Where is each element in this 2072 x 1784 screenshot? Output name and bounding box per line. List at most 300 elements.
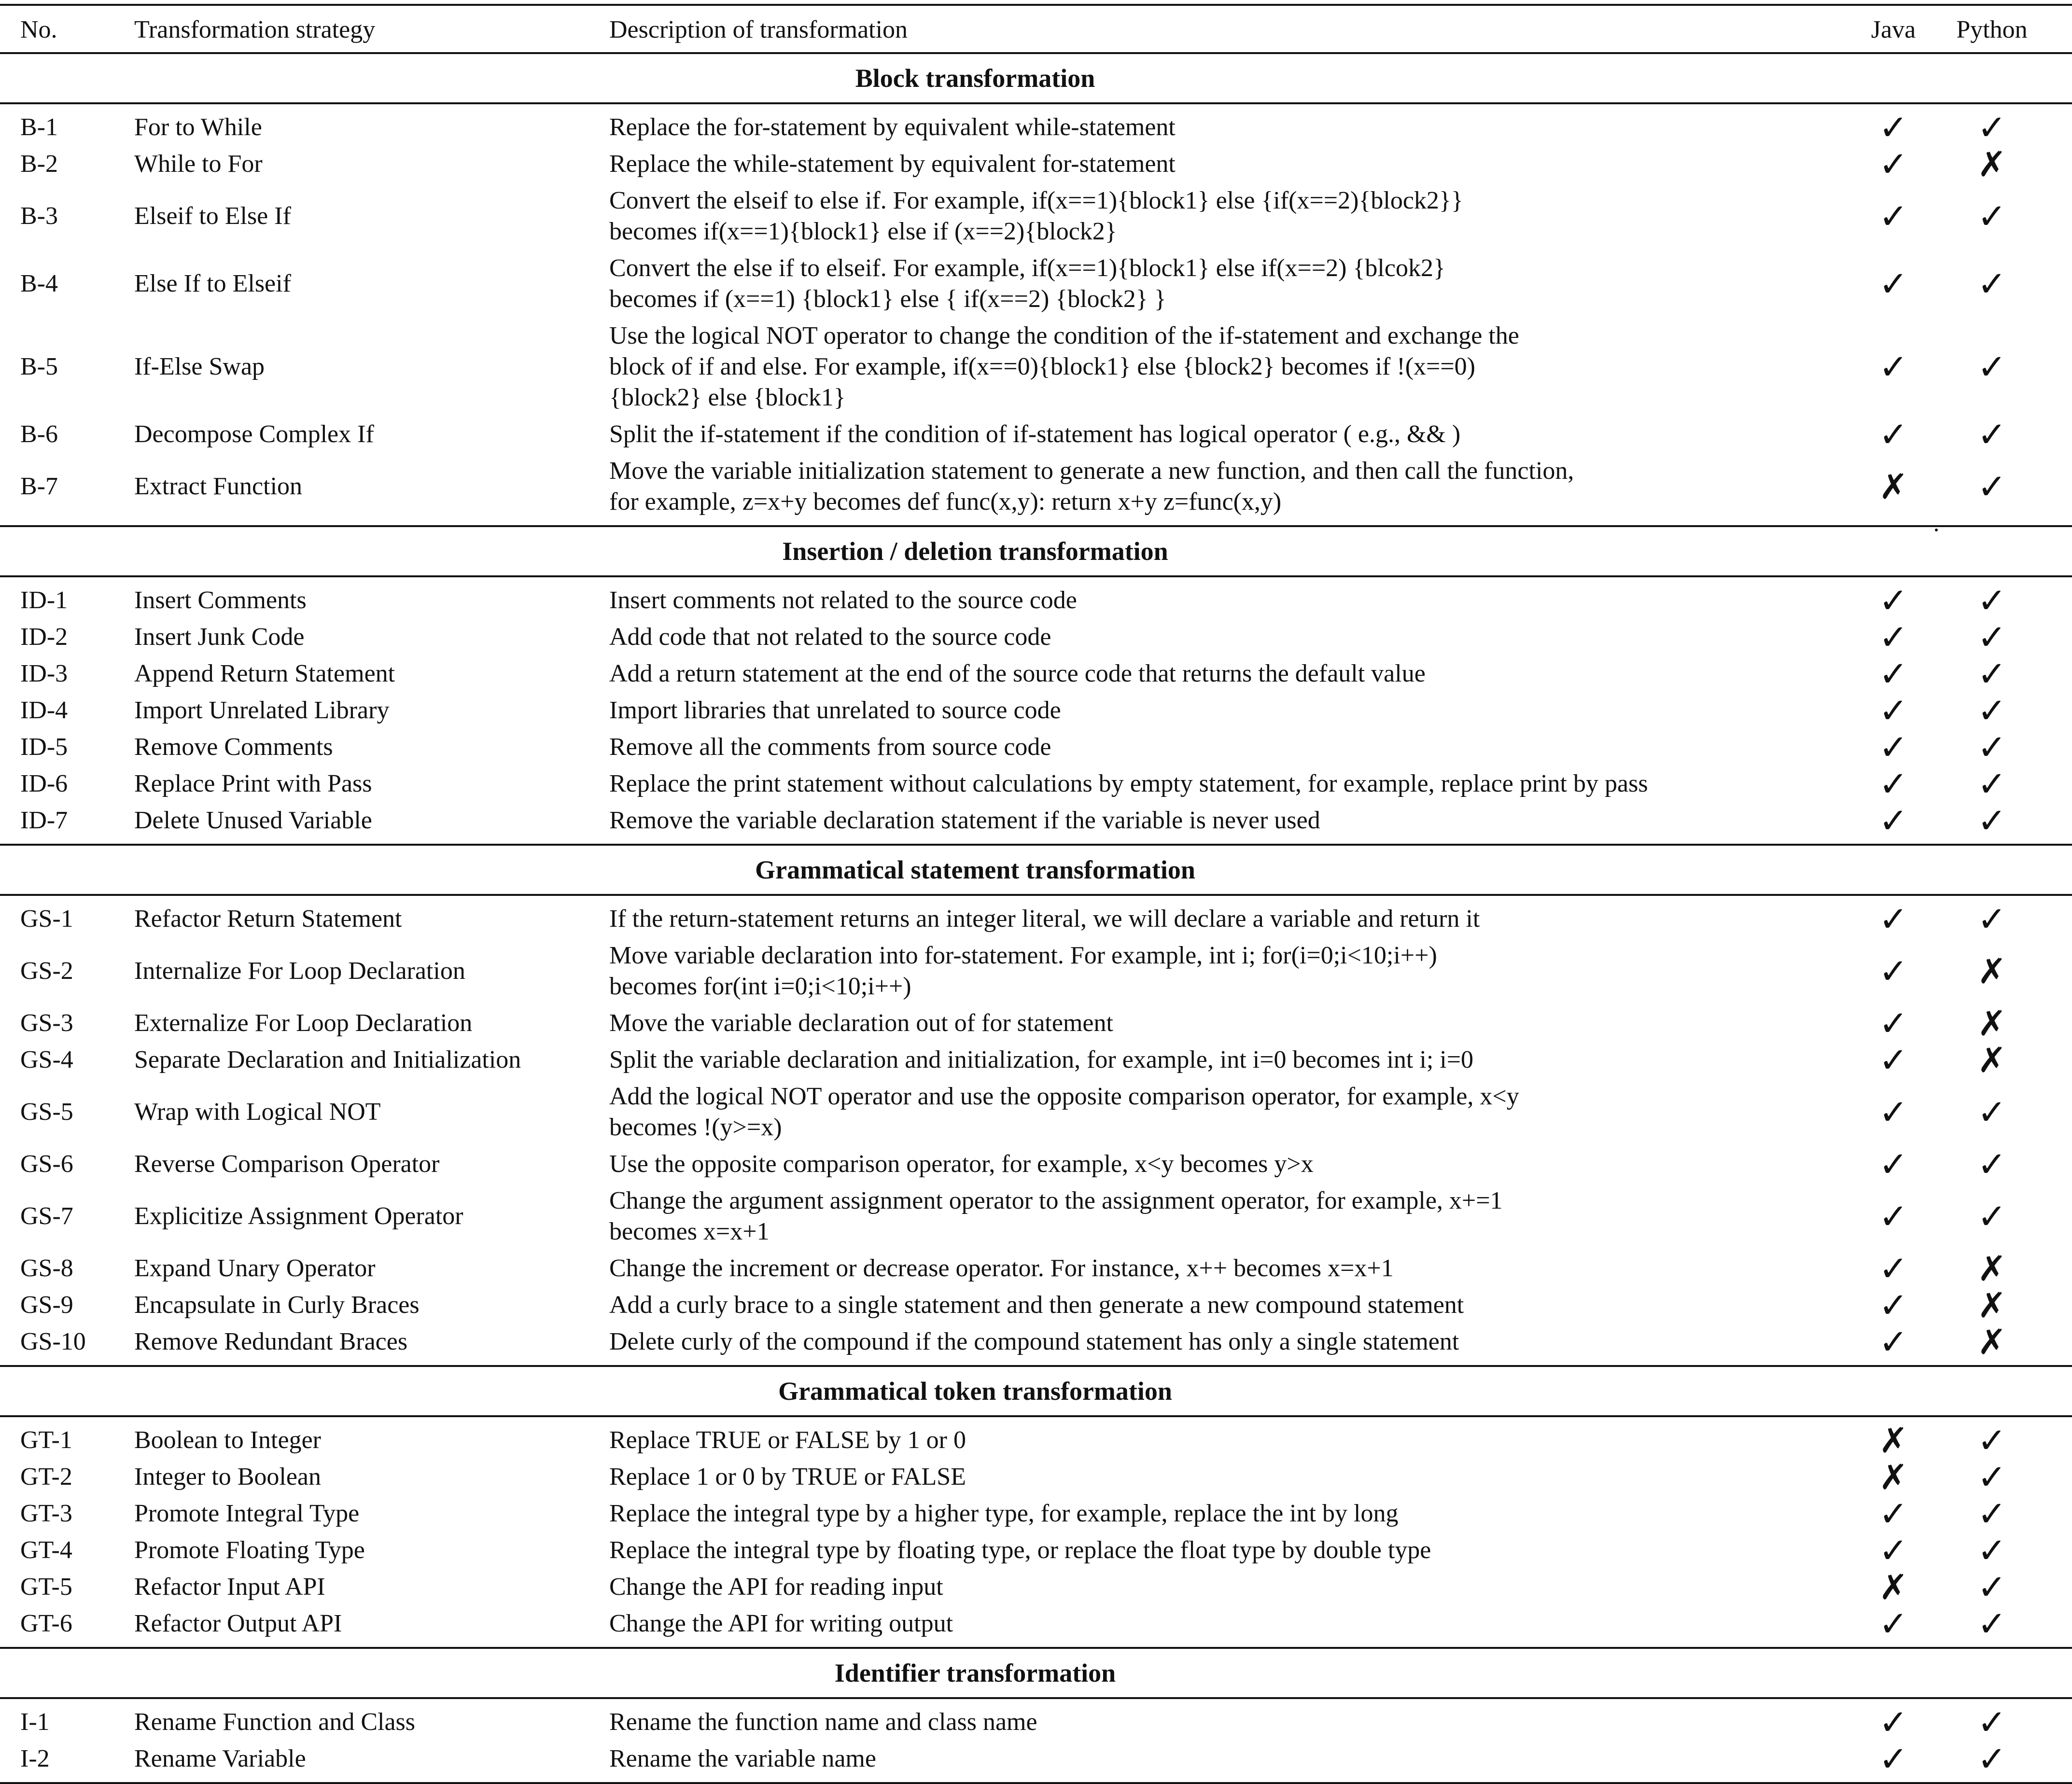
java-check-mark: ✓ bbox=[1878, 107, 1908, 148]
cell-description bbox=[609, 146, 1864, 182]
table-row bbox=[0, 1532, 2072, 1569]
python-check-mark: ✓ bbox=[1977, 264, 2007, 304]
cell-no bbox=[20, 582, 131, 619]
row-strategy: Rename Function and Class bbox=[134, 1708, 416, 1736]
cell-python bbox=[1948, 1250, 2035, 1287]
cell-python bbox=[1948, 937, 2035, 1005]
cell-java bbox=[1860, 1042, 1927, 1078]
table-row bbox=[0, 1495, 2072, 1532]
cell-no bbox=[20, 182, 131, 250]
row-description: Remove the variable declaration statement if the variable is never used bbox=[609, 807, 1320, 834]
table-row bbox=[0, 937, 2072, 1005]
cell-strategy bbox=[134, 1250, 598, 1287]
row-description: Change the increment or decrease operator. For instance, x++ becomes x=x+1 bbox=[609, 1254, 1394, 1282]
table-row bbox=[0, 182, 2072, 250]
header-python: Python bbox=[1956, 16, 2028, 43]
cell-strategy bbox=[134, 1569, 598, 1605]
cell-description bbox=[609, 655, 1864, 692]
cell-java bbox=[1860, 655, 1927, 692]
cell-java bbox=[1860, 729, 1927, 766]
table-row bbox=[0, 250, 2072, 318]
cell-description bbox=[609, 1704, 1864, 1741]
row-number: GS-8 bbox=[20, 1254, 73, 1282]
section-title-row bbox=[0, 1367, 2072, 1415]
java-check-mark: ✓ bbox=[1878, 617, 1908, 657]
row-number: I-1 bbox=[20, 1708, 50, 1736]
row-number: I-2 bbox=[20, 1745, 50, 1772]
row-strategy: Remove Redundant Braces bbox=[134, 1328, 408, 1355]
row-strategy: Refactor Return Statement bbox=[134, 905, 402, 933]
section-title: Grammatical token transformation bbox=[778, 1377, 1172, 1406]
cell-no bbox=[20, 1146, 131, 1183]
cell-python bbox=[1948, 1495, 2035, 1532]
java-check-mark: ✓ bbox=[1878, 1702, 1908, 1742]
row-strategy: Promote Floating Type bbox=[134, 1536, 365, 1564]
row-strategy: While to For bbox=[134, 150, 263, 178]
row-strategy: If-Else Swap bbox=[134, 353, 265, 380]
section-title-rule bbox=[0, 575, 2072, 577]
cell-java bbox=[1860, 1250, 1927, 1287]
python-check-mark: ✓ bbox=[1977, 196, 2007, 237]
cell-java bbox=[1860, 1605, 1927, 1642]
cell-python bbox=[1948, 619, 2035, 655]
cell-description bbox=[609, 1532, 1864, 1569]
cell-python bbox=[1948, 1422, 2035, 1459]
cell-python bbox=[1948, 318, 2035, 416]
cell-strategy bbox=[134, 1422, 598, 1459]
python-check-mark: ✓ bbox=[1977, 690, 2007, 731]
cell-java bbox=[1860, 1078, 1927, 1146]
cell-description bbox=[609, 1146, 1864, 1183]
table-row bbox=[0, 1324, 2072, 1360]
python-check-mark: ✓ bbox=[1977, 1567, 2007, 1607]
cell-description bbox=[609, 453, 1864, 520]
table-row bbox=[0, 901, 2072, 937]
table-row bbox=[0, 1569, 2072, 1605]
cell-description bbox=[609, 937, 1864, 1005]
header-no: No. bbox=[20, 16, 57, 43]
python-check-mark: ✓ bbox=[1977, 1144, 2007, 1185]
cell-no bbox=[20, 1569, 131, 1605]
row-number: GT-3 bbox=[20, 1500, 72, 1527]
row-strategy: Refactor Output API bbox=[134, 1610, 342, 1637]
cell-description bbox=[609, 250, 1864, 318]
java-check-mark: ✓ bbox=[1878, 727, 1908, 767]
cell-python bbox=[1948, 1078, 2035, 1146]
table-row bbox=[0, 619, 2072, 655]
row-number: B-5 bbox=[20, 353, 58, 380]
cell-java bbox=[1860, 1741, 1927, 1777]
python-check-mark: ✓ bbox=[1977, 107, 2007, 148]
java-check-mark: ✓ bbox=[1878, 414, 1908, 455]
row-description: Replace 1 or 0 by TRUE or FALSE bbox=[609, 1463, 966, 1491]
row-number: B-6 bbox=[20, 420, 58, 448]
java-cross-mark: ✗ bbox=[1878, 1457, 1908, 1497]
java-check-mark: ✓ bbox=[1878, 1603, 1908, 1644]
cell-no bbox=[20, 1495, 131, 1532]
cell-python bbox=[1948, 1704, 2035, 1741]
table-row bbox=[0, 109, 2072, 146]
row-number: B-1 bbox=[20, 113, 58, 141]
header-description: Description of transformation bbox=[609, 16, 908, 43]
cell-java bbox=[1860, 1324, 1927, 1360]
java-cross-mark: ✗ bbox=[1878, 466, 1908, 507]
cell-python bbox=[1948, 729, 2035, 766]
section-title-rule bbox=[0, 1697, 2072, 1699]
row-description: Move variable declaration into for-statement. For example, int i; for(i=0;i<10;i++) becomes for(int i=0;i<10;i++) bbox=[609, 942, 1437, 1000]
cell-java bbox=[1860, 1146, 1927, 1183]
row-number: GS-2 bbox=[20, 957, 73, 985]
section-title: Insertion / deletion transformation bbox=[782, 537, 1168, 566]
cell-description bbox=[609, 1495, 1864, 1532]
cell-description bbox=[609, 766, 1864, 802]
row-number: GT-6 bbox=[20, 1610, 72, 1637]
table-row bbox=[0, 453, 2072, 520]
cell-python bbox=[1948, 692, 2035, 729]
python-check-mark: ✓ bbox=[1977, 1493, 2007, 1534]
row-number: GT-5 bbox=[20, 1573, 72, 1601]
stray-dot bbox=[1935, 529, 1938, 531]
table-row bbox=[0, 146, 2072, 182]
cell-no bbox=[20, 1704, 131, 1741]
cell-strategy bbox=[134, 1532, 598, 1569]
row-description: Replace the print statement without calculations by empty statement, for example, replace print by pass bbox=[609, 770, 1648, 797]
cell-python bbox=[1948, 250, 2035, 318]
row-number: ID-2 bbox=[20, 623, 68, 651]
cell-description bbox=[609, 1569, 1864, 1605]
table-row bbox=[0, 1704, 2072, 1741]
cell-description bbox=[609, 901, 1864, 937]
cell-python bbox=[1948, 655, 2035, 692]
cell-description bbox=[609, 1183, 1864, 1250]
cell-no bbox=[20, 937, 131, 1005]
cell-strategy bbox=[134, 802, 598, 839]
cell-no bbox=[20, 1042, 131, 1078]
cell-java bbox=[1860, 109, 1927, 146]
row-description: Change the argument assignment operator to the assignment operator, for example, x+=1 becomes x=x+1 bbox=[609, 1187, 1503, 1245]
cell-strategy bbox=[134, 692, 598, 729]
row-strategy: Separate Declaration and Initialization bbox=[134, 1046, 521, 1073]
table-row bbox=[0, 1078, 2072, 1146]
cell-description bbox=[609, 1005, 1864, 1042]
cell-description bbox=[609, 1078, 1864, 1146]
row-number: B-7 bbox=[20, 473, 58, 500]
cell-python bbox=[1948, 766, 2035, 802]
row-description: Convert the elseif to else if. For example, if(x==1){block1} else {if(x==2){block2}} becomes if(x==1){block1} else if (x==2){block2} bbox=[609, 187, 1463, 245]
row-strategy: Promote Integral Type bbox=[134, 1500, 360, 1527]
row-number: ID-1 bbox=[20, 586, 68, 614]
row-number: ID-7 bbox=[20, 807, 68, 834]
python-check-mark: ✓ bbox=[1977, 1457, 2007, 1497]
table-row bbox=[0, 1741, 2072, 1777]
table-row bbox=[0, 318, 2072, 416]
python-cross-mark: ✗ bbox=[1977, 1322, 2007, 1362]
python-check-mark: ✓ bbox=[1977, 617, 2007, 657]
row-strategy: Decompose Complex If bbox=[134, 420, 374, 448]
cell-strategy bbox=[134, 1324, 598, 1360]
python-check-mark: ✓ bbox=[1977, 1530, 2007, 1571]
cell-no bbox=[20, 655, 131, 692]
cell-description bbox=[609, 1042, 1864, 1078]
row-number: GS-6 bbox=[20, 1150, 73, 1178]
java-check-mark: ✓ bbox=[1878, 1144, 1908, 1185]
cell-strategy bbox=[134, 1042, 598, 1078]
python-check-mark: ✓ bbox=[1977, 1702, 2007, 1742]
row-description: Replace the while-statement by equivalent for-statement bbox=[609, 150, 1176, 178]
row-strategy: Expand Unary Operator bbox=[134, 1254, 376, 1282]
cell-strategy bbox=[134, 729, 598, 766]
cell-description bbox=[609, 318, 1864, 416]
table-top-rule bbox=[0, 4, 2072, 6]
row-number: ID-3 bbox=[20, 660, 68, 687]
row-strategy: Encapsulate in Curly Braces bbox=[134, 1291, 420, 1319]
cell-description bbox=[609, 692, 1864, 729]
cell-description bbox=[609, 1741, 1864, 1777]
java-cross-mark: ✗ bbox=[1878, 1420, 1908, 1461]
table-row bbox=[0, 1605, 2072, 1642]
java-check-mark: ✓ bbox=[1878, 951, 1908, 991]
cell-strategy bbox=[134, 1078, 598, 1146]
java-check-mark: ✓ bbox=[1878, 1530, 1908, 1571]
row-description: Change the API for writing output bbox=[609, 1610, 953, 1637]
cell-no bbox=[20, 1324, 131, 1360]
python-cross-mark: ✗ bbox=[1977, 1285, 2007, 1325]
table-row bbox=[0, 1005, 2072, 1042]
table-row bbox=[0, 582, 2072, 619]
row-strategy: Internalize For Loop Declaration bbox=[134, 957, 465, 985]
cell-no bbox=[20, 1078, 131, 1146]
cell-description bbox=[609, 1324, 1864, 1360]
table-row bbox=[0, 1250, 2072, 1287]
row-strategy: Else If to Elseif bbox=[134, 270, 291, 297]
cell-strategy bbox=[134, 766, 598, 802]
cell-java bbox=[1860, 1532, 1927, 1569]
cell-python bbox=[1948, 1146, 2035, 1183]
section-title: Grammatical statement transformation bbox=[755, 855, 1195, 884]
table-row bbox=[0, 766, 2072, 802]
row-strategy: Integer to Boolean bbox=[134, 1463, 321, 1491]
cell-description bbox=[609, 109, 1864, 146]
cell-description bbox=[609, 619, 1864, 655]
row-strategy: Extract Function bbox=[134, 473, 303, 500]
cell-description bbox=[609, 582, 1864, 619]
cell-python bbox=[1948, 1183, 2035, 1250]
row-description: Add the logical NOT operator and use the opposite comparison operator, for example, x<y becomes !(y>=x) bbox=[609, 1083, 1519, 1141]
cell-java bbox=[1860, 692, 1927, 729]
row-description: Replace the integral type by a higher type, for example, replace the int by long bbox=[609, 1500, 1399, 1527]
java-check-mark: ✓ bbox=[1878, 1040, 1908, 1080]
cell-no bbox=[20, 729, 131, 766]
section-title-rule bbox=[0, 894, 2072, 896]
cell-python bbox=[1948, 453, 2035, 520]
section-title-row bbox=[0, 1649, 2072, 1697]
cell-python bbox=[1948, 1287, 2035, 1324]
java-check-mark: ✓ bbox=[1878, 1322, 1908, 1362]
python-check-mark: ✓ bbox=[1977, 1196, 2007, 1237]
row-description: Replace TRUE or FALSE by 1 or 0 bbox=[609, 1426, 966, 1454]
cell-python bbox=[1948, 1324, 2035, 1360]
row-number: ID-5 bbox=[20, 733, 68, 761]
cell-strategy bbox=[134, 1183, 598, 1250]
java-check-mark: ✓ bbox=[1878, 1003, 1908, 1044]
row-description: Replace the for-statement by equivalent while-statement bbox=[609, 113, 1176, 141]
cell-no bbox=[20, 1605, 131, 1642]
row-description: Split the variable declaration and initialization, for example, int i=0 becomes int i; i=0 bbox=[609, 1046, 1474, 1073]
row-description: Move the variable declaration out of for statement bbox=[609, 1009, 1113, 1037]
cell-java bbox=[1860, 318, 1927, 416]
python-check-mark: ✓ bbox=[1977, 800, 2007, 841]
row-strategy: Remove Comments bbox=[134, 733, 333, 761]
cell-python bbox=[1948, 1532, 2035, 1569]
java-check-mark: ✓ bbox=[1878, 144, 1908, 184]
java-check-mark: ✓ bbox=[1878, 690, 1908, 731]
row-number: GT-2 bbox=[20, 1463, 72, 1491]
table-row bbox=[0, 802, 2072, 839]
cell-no bbox=[20, 802, 131, 839]
table-row bbox=[0, 1146, 2072, 1183]
cell-java bbox=[1860, 416, 1927, 453]
section-title-row bbox=[0, 846, 2072, 894]
cell-description bbox=[609, 1459, 1864, 1495]
cell-strategy bbox=[134, 1287, 598, 1324]
row-strategy: Import Unrelated Library bbox=[134, 697, 390, 724]
table-row bbox=[0, 1042, 2072, 1078]
row-strategy: Explicitize Assignment Operator bbox=[134, 1202, 463, 1230]
cell-strategy bbox=[134, 250, 598, 318]
cell-no bbox=[20, 1287, 131, 1324]
cell-python bbox=[1948, 901, 2035, 937]
table-row bbox=[0, 1287, 2072, 1324]
row-description: Use the opposite comparison operator, for example, x<y becomes y>x bbox=[609, 1150, 1314, 1178]
cell-no bbox=[20, 416, 131, 453]
row-strategy: For to While bbox=[134, 113, 262, 141]
cell-java bbox=[1860, 802, 1927, 839]
java-cross-mark: ✗ bbox=[1878, 1567, 1908, 1607]
row-description: Move the variable initialization statement to generate a new function, and then call the function, for example, z=x+y becomes def func(x,y): return x+y z=func(x,y) bbox=[609, 457, 1574, 516]
python-check-mark: ✓ bbox=[1977, 1603, 2007, 1644]
java-check-mark: ✓ bbox=[1878, 654, 1908, 694]
java-check-mark: ✓ bbox=[1878, 1248, 1908, 1289]
cell-java bbox=[1860, 1005, 1927, 1042]
row-description: Rename the variable name bbox=[609, 1745, 876, 1772]
row-description: Change the API for reading input bbox=[609, 1573, 943, 1601]
python-cross-mark: ✗ bbox=[1977, 1003, 2007, 1044]
header-strategy: Transformation strategy bbox=[134, 16, 376, 43]
section-title: Identifier transformation bbox=[834, 1659, 1116, 1687]
cell-strategy bbox=[134, 1495, 598, 1532]
cell-no bbox=[20, 1183, 131, 1250]
java-check-mark: ✓ bbox=[1878, 899, 1908, 939]
cell-no bbox=[20, 250, 131, 318]
row-description: Add a return statement at the end of the source code that returns the default value bbox=[609, 660, 1426, 687]
cell-strategy bbox=[134, 109, 598, 146]
row-description: If the return-statement returns an integer literal, we will declare a variable and return it bbox=[609, 905, 1480, 933]
cell-strategy bbox=[134, 582, 598, 619]
cell-python bbox=[1948, 802, 2035, 839]
row-strategy: Elseif to Else If bbox=[134, 202, 291, 230]
table-row bbox=[0, 1183, 2072, 1250]
cell-java bbox=[1860, 1422, 1927, 1459]
cell-no bbox=[20, 1422, 131, 1459]
table-header-row bbox=[0, 7, 2072, 53]
python-cross-mark: ✗ bbox=[1977, 951, 2007, 991]
row-description: Replace the integral type by floating type, or replace the float type by double type bbox=[609, 1536, 1431, 1564]
cell-description bbox=[609, 1605, 1864, 1642]
row-description: Remove all the comments from source code bbox=[609, 733, 1051, 761]
cell-no bbox=[20, 1005, 131, 1042]
cell-java bbox=[1860, 453, 1927, 520]
cell-java bbox=[1860, 182, 1927, 250]
row-description: Insert comments not related to the source code bbox=[609, 586, 1077, 614]
section-title: Block transformation bbox=[855, 64, 1095, 93]
cell-python bbox=[1948, 1005, 2035, 1042]
cell-java bbox=[1860, 1183, 1927, 1250]
cell-java bbox=[1860, 1459, 1927, 1495]
row-strategy: Reverse Comparison Operator bbox=[134, 1150, 440, 1178]
row-number: GS-5 bbox=[20, 1098, 73, 1126]
row-number: GS-7 bbox=[20, 1202, 73, 1230]
row-number: GS-10 bbox=[20, 1328, 86, 1355]
row-strategy: Insert Comments bbox=[134, 586, 307, 614]
row-number: B-2 bbox=[20, 150, 58, 178]
section-bottom-rule bbox=[0, 1782, 2072, 1784]
python-check-mark: ✓ bbox=[1977, 1739, 2007, 1779]
row-number: GT-4 bbox=[20, 1536, 72, 1564]
section-title-row bbox=[0, 527, 2072, 575]
table-row bbox=[0, 692, 2072, 729]
python-check-mark: ✓ bbox=[1977, 899, 2007, 939]
cell-description bbox=[609, 802, 1864, 839]
java-check-mark: ✓ bbox=[1878, 580, 1908, 621]
cell-strategy bbox=[134, 1146, 598, 1183]
cell-strategy bbox=[134, 318, 598, 416]
section-title-rule bbox=[0, 102, 2072, 104]
python-check-mark: ✓ bbox=[1977, 347, 2007, 387]
cell-java bbox=[1860, 619, 1927, 655]
table-row bbox=[0, 1422, 2072, 1459]
python-check-mark: ✓ bbox=[1977, 654, 2007, 694]
cell-python bbox=[1948, 1741, 2035, 1777]
cell-python bbox=[1948, 109, 2035, 146]
cell-java bbox=[1860, 146, 1927, 182]
cell-no bbox=[20, 1741, 131, 1777]
cell-java bbox=[1860, 582, 1927, 619]
cell-no bbox=[20, 453, 131, 520]
python-check-mark: ✓ bbox=[1977, 1092, 2007, 1132]
cell-java bbox=[1860, 1704, 1927, 1741]
cell-no bbox=[20, 1532, 131, 1569]
cell-strategy bbox=[134, 619, 598, 655]
section-title-rule bbox=[0, 1415, 2072, 1417]
java-check-mark: ✓ bbox=[1878, 264, 1908, 304]
python-cross-mark: ✗ bbox=[1977, 1248, 2007, 1289]
cell-python bbox=[1948, 1605, 2035, 1642]
row-strategy: Insert Junk Code bbox=[134, 623, 305, 651]
cell-java bbox=[1860, 1495, 1927, 1532]
row-description: Add code that not related to the source code bbox=[609, 623, 1051, 651]
cell-java bbox=[1860, 250, 1927, 318]
java-check-mark: ✓ bbox=[1878, 764, 1908, 804]
header-java: Java bbox=[1871, 16, 1916, 43]
cell-java bbox=[1860, 1287, 1927, 1324]
python-check-mark: ✓ bbox=[1977, 1420, 2007, 1461]
cell-strategy bbox=[134, 453, 598, 520]
cell-python bbox=[1948, 1569, 2035, 1605]
row-description: Add a curly brace to a single statement and then generate a new compound statement bbox=[609, 1291, 1464, 1319]
cell-strategy bbox=[134, 146, 598, 182]
row-number: GS-9 bbox=[20, 1291, 73, 1319]
row-description: Convert the else if to elseif. For example, if(x==1){block1} else if(x==2) {blcok2} becomes if (x==1) {block1} else { if(x==2) {block2} } bbox=[609, 254, 1445, 313]
